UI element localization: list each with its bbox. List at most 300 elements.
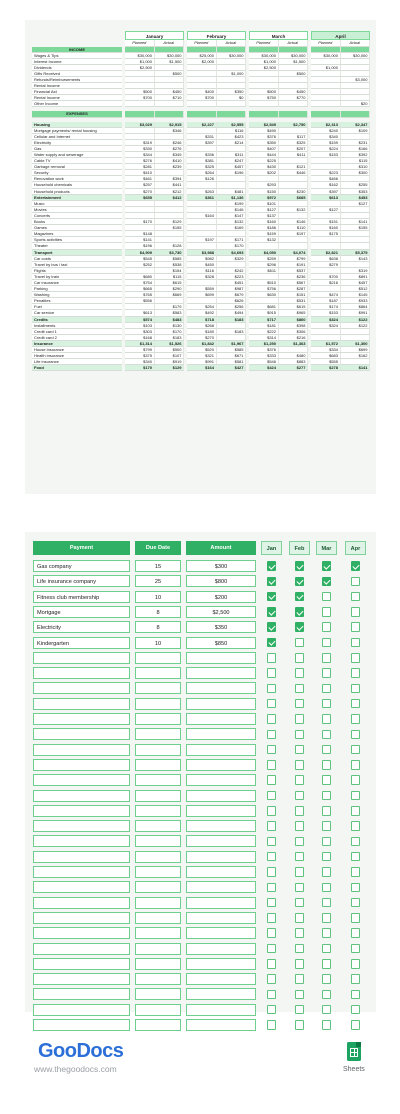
paid-checkbox-mar[interactable] — [322, 1005, 332, 1015]
planned-cell[interactable]: $555 — [311, 359, 341, 365]
actual-cell[interactable]: $1,000 — [217, 71, 247, 77]
amount-cell[interactable] — [186, 912, 256, 924]
paid-checkbox-feb[interactable] — [295, 607, 305, 617]
paid-checkbox-feb[interactable] — [295, 561, 305, 571]
due-date-cell[interactable]: 25 — [135, 575, 181, 587]
actual-cell[interactable]: $991 — [341, 310, 371, 316]
paid-checkbox-mar[interactable] — [322, 883, 332, 893]
amount-cell[interactable] — [186, 820, 256, 832]
planned-cell[interactable]: $224 — [311, 146, 341, 152]
amount-cell[interactable] — [186, 667, 256, 679]
row-label[interactable]: Games — [32, 225, 122, 231]
planned-cell[interactable]: $2,000 — [187, 59, 217, 65]
actual-cell[interactable]: $154 — [155, 268, 185, 274]
due-date-cell[interactable]: 10 — [135, 591, 181, 603]
actual-cell[interactable]: $500 — [279, 71, 309, 77]
paid-checkbox-mar[interactable] — [322, 577, 332, 587]
actual-cell[interactable]: $0 — [217, 95, 247, 101]
planned-cell[interactable]: $252 — [125, 262, 155, 268]
paid-checkbox-feb[interactable] — [295, 898, 305, 908]
row-label[interactable]: Theater — [32, 243, 122, 249]
paid-checkbox-jan[interactable] — [267, 714, 277, 724]
actual-cell[interactable]: $626 — [217, 298, 247, 304]
actual-cell[interactable]: $531 — [279, 298, 309, 304]
payment-name-cell[interactable] — [33, 912, 130, 924]
due-date-cell[interactable] — [135, 1004, 181, 1016]
row-label[interactable]: Concerts — [32, 213, 122, 219]
planned-cell[interactable]: $324 — [311, 323, 341, 329]
planned-cell[interactable]: $376 — [249, 134, 279, 140]
actual-cell[interactable]: $122 — [341, 323, 371, 329]
actual-cell[interactable]: $441 — [155, 182, 185, 188]
actual-cell[interactable]: $392 — [341, 152, 371, 158]
payment-name-cell[interactable] — [33, 943, 130, 955]
row-label[interactable]: Water supply and sewerage — [32, 152, 122, 158]
planned-cell[interactable]: $361 — [187, 195, 217, 201]
paid-checkbox-feb[interactable] — [295, 959, 305, 969]
due-date-cell[interactable]: 15 — [135, 560, 181, 572]
planned-cell[interactable]: $314 — [249, 335, 279, 341]
paid-checkbox-jan[interactable] — [267, 668, 277, 678]
row-label[interactable]: Car costs — [32, 256, 122, 262]
planned-cell[interactable]: $915 — [249, 310, 279, 316]
actual-cell[interactable]: $1,526 — [155, 341, 185, 347]
paid-checkbox-mar[interactable] — [322, 714, 332, 724]
planned-cell[interactable] — [125, 111, 155, 117]
actual-cell[interactable]: $132 — [217, 219, 247, 225]
row-label[interactable]: Dividends — [32, 65, 122, 71]
paid-checkbox-jan[interactable] — [267, 990, 277, 1000]
paid-checkbox-mar[interactable] — [322, 928, 332, 938]
paid-checkbox-mar[interactable] — [322, 760, 332, 770]
paid-checkbox-jan[interactable] — [267, 760, 277, 770]
paid-checkbox-feb[interactable] — [295, 913, 305, 923]
due-date-cell[interactable] — [135, 744, 181, 756]
planned-cell[interactable]: $430 — [249, 164, 279, 170]
payment-name-cell[interactable]: Electricity — [33, 621, 130, 633]
paid-checkbox-jan[interactable] — [267, 638, 277, 648]
row-label[interactable]: EXPENSES — [32, 111, 122, 117]
row-label[interactable]: Garbage removal — [32, 164, 122, 170]
actual-cell[interactable]: $710 — [155, 95, 185, 101]
planned-cell[interactable]: $2,500 — [249, 65, 279, 71]
planned-cell[interactable]: $2,500 — [125, 65, 155, 71]
planned-cell[interactable]: $334 — [311, 347, 341, 353]
row-label[interactable]: House insurance — [32, 347, 122, 353]
google-sheets-icon[interactable] — [347, 1042, 361, 1061]
planned-cell[interactable]: $1,842 — [187, 341, 217, 347]
actual-cell[interactable]: $107 — [155, 353, 185, 359]
actual-cell[interactable]: $411 — [279, 152, 309, 158]
amount-cell[interactable] — [186, 728, 256, 740]
paid-checkbox-mar[interactable] — [322, 990, 332, 1000]
paid-checkbox-apr[interactable] — [351, 913, 361, 923]
paid-checkbox-mar[interactable] — [322, 668, 332, 678]
planned-cell[interactable]: $613 — [311, 195, 341, 201]
amount-cell[interactable] — [186, 988, 256, 1000]
paid-checkbox-jan[interactable] — [267, 959, 277, 969]
planned-cell[interactable]: $350 — [249, 140, 279, 146]
paid-checkbox-jan[interactable] — [267, 577, 277, 587]
paid-checkbox-apr[interactable] — [351, 898, 361, 908]
actual-cell[interactable] — [155, 101, 185, 107]
planned-cell[interactable]: $344 — [125, 152, 155, 158]
due-date-cell[interactable] — [135, 759, 181, 771]
planned-cell[interactable]: $450 — [187, 262, 217, 268]
planned-cell[interactable]: $982 — [187, 256, 217, 262]
actual-cell[interactable]: $239 — [155, 164, 185, 170]
row-label[interactable]: Cable TV — [32, 158, 122, 164]
actual-cell[interactable]: $236 — [279, 274, 309, 280]
paid-checkbox-mar[interactable] — [322, 745, 332, 755]
paid-checkbox-feb[interactable] — [295, 577, 305, 587]
paid-checkbox-jan[interactable] — [267, 622, 277, 632]
actual-cell[interactable]: $615 — [155, 280, 185, 286]
planned-cell[interactable]: $264 — [187, 170, 217, 176]
amount-cell[interactable] — [186, 897, 256, 909]
planned-cell[interactable]: $559 — [187, 286, 217, 292]
actual-cell[interactable]: $2,347 — [341, 122, 371, 128]
planned-cell[interactable]: $293 — [249, 182, 279, 188]
actual-cell[interactable]: $1,967 — [217, 341, 247, 347]
planned-cell[interactable]: $397 — [311, 189, 341, 195]
planned-cell[interactable]: $681 — [249, 304, 279, 310]
due-date-cell[interactable] — [135, 958, 181, 970]
actual-cell[interactable]: $329 — [217, 256, 247, 262]
paid-checkbox-mar[interactable] — [322, 974, 332, 984]
actual-cell[interactable]: $121 — [279, 164, 309, 170]
actual-cell[interactable]: $353 — [341, 189, 371, 195]
actual-cell[interactable]: $155 — [155, 225, 185, 231]
paid-checkbox-apr[interactable] — [351, 592, 361, 602]
planned-cell[interactable]: $186 — [249, 225, 279, 231]
actual-cell[interactable]: $183 — [217, 329, 247, 335]
actual-cell[interactable]: $311 — [217, 152, 247, 158]
actual-cell[interactable]: $30,000 — [217, 53, 247, 59]
actual-cell[interactable]: $1,500 — [279, 59, 309, 65]
planned-cell[interactable]: $765 — [125, 292, 155, 298]
actual-cell[interactable]: $179 — [155, 304, 185, 310]
actual-cell[interactable]: $3,000 — [341, 77, 371, 83]
paid-checkbox-apr[interactable] — [351, 699, 361, 709]
actual-cell[interactable]: $457 — [217, 164, 247, 170]
planned-cell[interactable]: $407 — [249, 146, 279, 152]
paid-checkbox-jan[interactable] — [267, 806, 277, 816]
payment-name-cell[interactable] — [33, 835, 130, 847]
amount-cell[interactable] — [186, 744, 256, 756]
due-date-cell[interactable] — [135, 866, 181, 878]
planned-cell[interactable]: $103 — [125, 323, 155, 329]
actual-cell[interactable]: $115 — [155, 274, 185, 280]
planned-cell[interactable]: $174 — [311, 304, 341, 310]
planned-cell[interactable]: $159 — [249, 231, 279, 237]
row-label[interactable]: Books — [32, 219, 122, 225]
planned-cell[interactable]: $510 — [249, 280, 279, 286]
planned-cell[interactable]: $3,988 — [187, 250, 217, 256]
row-label[interactable]: Movies — [32, 207, 122, 213]
row-label[interactable]: Life insurance — [32, 359, 122, 365]
paid-checkbox-jan[interactable] — [267, 898, 277, 908]
actual-cell[interactable] — [341, 111, 371, 117]
payment-name-cell[interactable] — [33, 851, 130, 863]
planned-cell[interactable]: $30,000 — [311, 53, 341, 59]
planned-cell[interactable]: $718 — [187, 317, 217, 323]
actual-cell[interactable]: $987 — [217, 286, 247, 292]
row-label[interactable]: Household chemicals — [32, 182, 122, 188]
planned-cell[interactable]: $556 — [125, 298, 155, 304]
planned-cell[interactable] — [249, 111, 279, 117]
paid-checkbox-jan[interactable] — [267, 745, 277, 755]
amount-cell[interactable] — [186, 851, 256, 863]
planned-cell[interactable]: $972 — [249, 195, 279, 201]
payment-name-cell[interactable] — [33, 866, 130, 878]
planned-cell[interactable]: $197 — [187, 237, 217, 243]
paid-checkbox-apr[interactable] — [351, 561, 361, 571]
paid-checkbox-feb[interactable] — [295, 730, 305, 740]
actual-cell[interactable]: $457 — [341, 280, 371, 286]
paid-checkbox-jan[interactable] — [267, 944, 277, 954]
actual-cell[interactable]: $151 — [279, 292, 309, 298]
planned-cell[interactable]: $324 — [311, 317, 341, 323]
paid-checkbox-feb[interactable] — [295, 990, 305, 1000]
planned-cell[interactable]: $160 — [249, 219, 279, 225]
actual-cell[interactable]: $183 — [155, 335, 185, 341]
actual-cell[interactable]: $770 — [279, 95, 309, 101]
month-april[interactable]: April — [311, 31, 370, 40]
payment-name-cell[interactable] — [33, 927, 130, 939]
planned-cell[interactable]: $683 — [311, 353, 341, 359]
planned-cell[interactable]: $2,821 — [311, 250, 341, 256]
row-label[interactable]: Installments — [32, 323, 122, 329]
paid-checkbox-apr[interactable] — [351, 607, 361, 617]
actual-cell[interactable]: $207 — [279, 146, 309, 152]
row-label[interactable]: Car insurance — [32, 280, 122, 286]
actual-cell[interactable]: $146 — [279, 219, 309, 225]
due-date-cell[interactable]: 10 — [135, 637, 181, 649]
row-label[interactable]: Health insurance — [32, 353, 122, 359]
amount-cell[interactable]: $350 — [186, 621, 256, 633]
paid-checkbox-feb[interactable] — [295, 974, 305, 984]
actual-cell[interactable]: $110 — [279, 225, 309, 231]
planned-cell[interactable]: $410 — [125, 170, 155, 176]
due-date-cell[interactable] — [135, 881, 181, 893]
planned-cell[interactable]: $168 — [125, 335, 155, 341]
due-date-cell[interactable] — [135, 682, 181, 694]
payment-name-cell[interactable]: Fitness club membership — [33, 591, 130, 603]
planned-cell[interactable]: $126 — [187, 176, 217, 182]
paid-checkbox-apr[interactable] — [351, 959, 361, 969]
actual-cell[interactable]: $5,375 — [341, 250, 371, 256]
paid-checkbox-apr[interactable] — [351, 883, 361, 893]
actual-cell[interactable]: $300 — [341, 170, 371, 176]
planned-cell[interactable]: $148 — [125, 231, 155, 237]
planned-cell[interactable] — [187, 101, 217, 107]
actual-cell[interactable]: $162 — [341, 353, 371, 359]
row-label[interactable]: Financial Aid — [32, 89, 122, 95]
actual-cell[interactable]: $410 — [155, 158, 185, 164]
actual-cell[interactable]: $483 — [155, 317, 185, 323]
row-label[interactable]: Housing — [32, 122, 122, 128]
actual-cell[interactable]: $679 — [217, 292, 247, 298]
paid-checkbox-jan[interactable] — [267, 592, 277, 602]
actual-cell[interactable]: $933 — [341, 298, 371, 304]
paid-checkbox-apr[interactable] — [351, 928, 361, 938]
payment-name-cell[interactable] — [33, 790, 130, 802]
row-label[interactable]: Flights — [32, 268, 122, 274]
paid-checkbox-mar[interactable] — [322, 791, 332, 801]
planned-cell[interactable]: $187 — [311, 298, 341, 304]
actual-cell[interactable]: $319 — [341, 268, 371, 274]
amount-cell[interactable]: $2,500 — [186, 606, 256, 618]
actual-cell[interactable]: $3,730 — [155, 250, 185, 256]
planned-cell[interactable]: $303 — [125, 329, 155, 335]
actual-cell[interactable]: $864 — [341, 304, 371, 310]
planned-cell[interactable]: $132 — [249, 237, 279, 243]
actual-cell[interactable]: $170 — [155, 329, 185, 335]
due-date-cell[interactable] — [135, 927, 181, 939]
actual-cell[interactable]: $115 — [341, 158, 371, 164]
paid-checkbox-jan[interactable] — [267, 837, 277, 847]
payment-name-cell[interactable] — [33, 698, 130, 710]
planned-cell[interactable]: $1,572 — [311, 341, 341, 347]
paid-checkbox-feb[interactable] — [295, 1005, 305, 1015]
planned-cell[interactable]: $222 — [249, 329, 279, 335]
actual-cell[interactable]: $141 — [341, 219, 371, 225]
planned-cell[interactable]: $340 — [125, 359, 155, 365]
actual-cell[interactable]: $585 — [217, 347, 247, 353]
planned-cell[interactable]: $376 — [249, 347, 279, 353]
row-label[interactable]: INCOME — [32, 47, 122, 53]
due-date-cell[interactable] — [135, 973, 181, 985]
row-label[interactable]: Rental Income — [32, 95, 122, 101]
actual-cell[interactable]: $500 — [155, 71, 185, 77]
planned-cell[interactable]: $520 — [187, 347, 217, 353]
paid-checkbox-jan[interactable] — [267, 699, 277, 709]
due-date-cell[interactable] — [135, 1019, 181, 1031]
payment-name-cell[interactable] — [33, 805, 130, 817]
planned-cell[interactable]: $160 — [311, 225, 341, 231]
planned-cell[interactable]: $196 — [125, 243, 155, 249]
planned-cell[interactable]: $254 — [187, 304, 217, 310]
payment-name-cell[interactable] — [33, 973, 130, 985]
planned-cell[interactable]: $268 — [187, 323, 217, 329]
actual-cell[interactable]: $223 — [217, 274, 247, 280]
planned-cell[interactable]: $159 — [311, 140, 341, 146]
actual-cell[interactable] — [155, 111, 185, 117]
planned-cell[interactable]: $700 — [311, 274, 341, 280]
row-label[interactable]: Parking — [32, 286, 122, 292]
planned-cell[interactable]: $137 — [249, 213, 279, 219]
planned-cell[interactable]: $613 — [125, 310, 155, 316]
actual-cell[interactable] — [217, 111, 247, 117]
actual-cell[interactable]: $109 — [341, 128, 371, 134]
paid-checkbox-feb[interactable] — [295, 760, 305, 770]
paid-checkbox-mar[interactable] — [322, 821, 332, 831]
actual-cell[interactable]: $349 — [155, 152, 185, 158]
actual-cell[interactable]: $306 — [279, 329, 309, 335]
planned-cell[interactable]: $279 — [311, 262, 341, 268]
amount-cell[interactable] — [186, 774, 256, 786]
paid-checkbox-apr[interactable] — [351, 638, 361, 648]
row-label[interactable]: Gifts Received — [32, 71, 122, 77]
planned-cell[interactable]: $202 — [249, 170, 279, 176]
payment-name-cell[interactable] — [33, 728, 130, 740]
row-label[interactable]: Renovation work — [32, 176, 122, 182]
actual-cell[interactable]: $480 — [279, 353, 309, 359]
amount-cell[interactable] — [186, 1019, 256, 1031]
actual-cell[interactable]: $129 — [155, 219, 185, 225]
planned-cell[interactable]: $574 — [125, 317, 155, 323]
amount-cell[interactable] — [186, 698, 256, 710]
planned-cell[interactable]: $546 — [249, 359, 279, 365]
planned-cell[interactable]: $153 — [311, 152, 341, 158]
planned-cell[interactable]: $2,227 — [187, 122, 217, 128]
planned-cell[interactable]: $500 — [249, 89, 279, 95]
actual-cell[interactable]: $147 — [217, 213, 247, 219]
actual-cell[interactable]: $919 — [155, 359, 185, 365]
planned-cell[interactable]: $153 — [311, 310, 341, 316]
planned-cell[interactable]: $240 — [311, 128, 341, 134]
actual-cell[interactable]: $423 — [217, 134, 247, 140]
actual-cell[interactable]: $130 — [155, 323, 185, 329]
paid-checkbox-mar[interactable] — [322, 775, 332, 785]
planned-cell[interactable]: $223 — [311, 170, 341, 176]
amount-cell[interactable] — [186, 652, 256, 664]
planned-cell[interactable]: $278 — [311, 365, 341, 371]
actual-cell[interactable]: $116 — [217, 128, 247, 134]
amount-cell[interactable] — [186, 973, 256, 985]
paid-checkbox-apr[interactable] — [351, 852, 361, 862]
actual-cell[interactable]: $325 — [279, 140, 309, 146]
due-date-cell[interactable] — [135, 790, 181, 802]
due-date-cell[interactable] — [135, 805, 181, 817]
payment-name-cell[interactable] — [33, 881, 130, 893]
actual-cell[interactable]: $191 — [279, 262, 309, 268]
row-label[interactable]: Travel by bus / taxi — [32, 262, 122, 268]
paid-checkbox-apr[interactable] — [351, 1005, 361, 1015]
row-label[interactable]: Fuel — [32, 304, 122, 310]
planned-cell[interactable]: $325 — [187, 164, 217, 170]
planned-cell[interactable]: $492 — [187, 310, 217, 316]
planned-cell[interactable]: $665 — [125, 286, 155, 292]
paid-checkbox-apr[interactable] — [351, 622, 361, 632]
actual-cell[interactable]: $585 — [155, 256, 185, 262]
actual-cell[interactable]: $155 — [341, 225, 371, 231]
actual-cell[interactable]: $669 — [155, 292, 185, 298]
row-label[interactable]: Household products — [32, 189, 122, 195]
amount-cell[interactable] — [186, 927, 256, 939]
paid-checkbox-jan[interactable] — [267, 653, 277, 663]
paid-checkbox-mar[interactable] — [322, 1020, 332, 1030]
row-label[interactable]: Music — [32, 201, 122, 207]
row-label[interactable]: Magazines — [32, 231, 122, 237]
actual-cell[interactable]: $451 — [217, 280, 247, 286]
planned-cell[interactable]: $296 — [249, 262, 279, 268]
paid-checkbox-feb[interactable] — [295, 622, 305, 632]
actual-cell[interactable]: $143 — [341, 256, 371, 262]
amount-cell[interactable]: $200 — [186, 591, 256, 603]
actual-cell[interactable]: $183 — [217, 317, 247, 323]
paid-checkbox-feb[interactable] — [295, 668, 305, 678]
paid-checkbox-jan[interactable] — [267, 684, 277, 694]
planned-cell[interactable]: $474 — [311, 292, 341, 298]
planned-cell[interactable] — [249, 101, 279, 107]
row-label[interactable]: Electricity — [32, 140, 122, 146]
actual-cell[interactable]: $212 — [155, 189, 185, 195]
paid-checkbox-mar[interactable] — [322, 699, 332, 709]
actual-cell[interactable]: $128 — [155, 243, 185, 249]
planned-cell[interactable]: $381 — [187, 158, 217, 164]
